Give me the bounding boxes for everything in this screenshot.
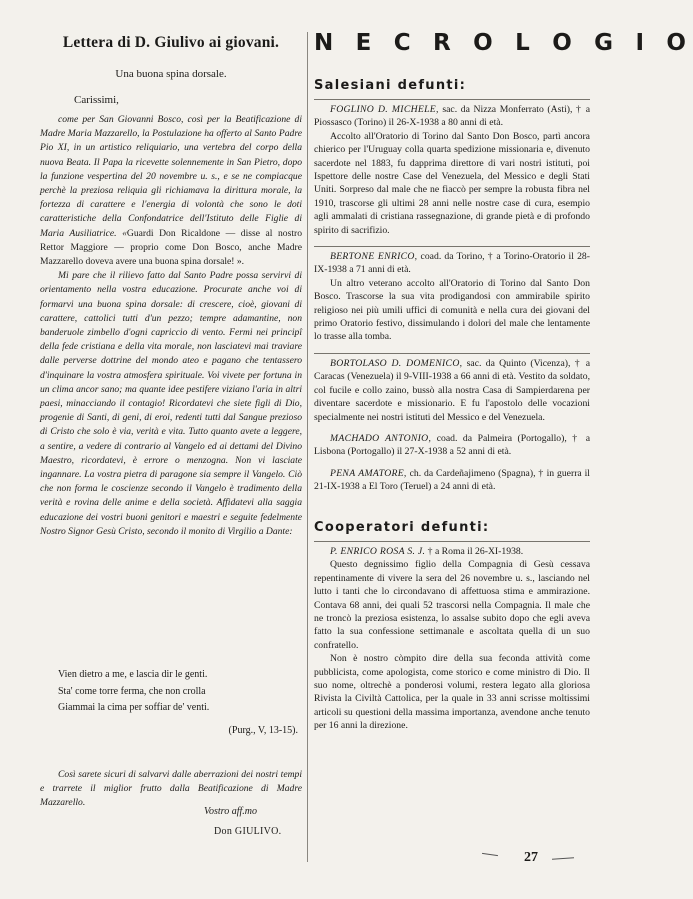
necrologio-title: N E C R O L O G I O — [314, 30, 693, 56]
page-number: 27 — [524, 850, 538, 865]
obituary-bio: Un altro veterano accolto all'Oratorio di Torino dal Santo Don Bosco. Trascorse la sua vita prodigandosi con ammirabile spirito religioso nei più umili uffici di comunità e nella cura dei giovani del primo Oratorio festivo, dissimulando i dolori del male che lentamente lo trasse alla tomba. — [314, 277, 590, 343]
letter-paragraph-2: Mi pare che il rilievo fatto dal Santo Padre possa servirvi di orientamento nella vostra educazione. Procurate anche voi di formarvi una buona spina dorsale: di crescere, cioè, giovani di carattere, cattolici tutti d'un pezzo; tempre adamantine, non banderuole zimbello d'ogni capriccio di vento. Fermi nei principî della fede cristiana e della vita morale, non lasciatevi mai traviare dalle perverse dottrine del mondo ateo e pagano che tentassero d'inquinare la vostra atmosfera spirituale. Voi vivete per fortuna in un clima ancor sano; ma quante idee pestifere viziano l'aria in altri paesi, minacciando il contagio! Ricordatevi che siete figli di Dio, progenie di Santi, di geni, di eroi, redenti tutti dal Sangue prezioso di Cristo che solo è via, verità e vita. Tutto quanto avete a leggere, a sentire, a vedere di contrario al Vangelo ed ai dettami del Divino Maestro, ricordatevi, è errore o menzogna. Non vi lasciate ingannare. La vostra pietra di paragone sia sempre il Vangelo. Ciò che non forma le coscienze secondo il Vangelo è tradimento della verità e rovina delle anime e della società. Affidatevi alla saggia educazione dei vostri buoni genitori e maestri e seguite fedelmente Nostro Signor Gesù Cristo, secondo il monito di Virgilio a Dante: — [40, 270, 302, 537]
letter-closing: Così sarete sicuri di salvarvi dalle aberrazioni dei nostri tempi e trarrete il miglior frutto dalla Beatificazione di Madre Mazzarello. — [40, 769, 302, 809]
page-ornament — [552, 857, 574, 860]
page-ornament — [482, 853, 498, 856]
obituary-bio: Non è nostro còmpito dire della sua feconda attività come pubblicista, come apologista, come storico e come ministro di Dio. Il suo nome, oltrechè a ponderosi volumi, restera legato alla gloriosa Rivista la Civiltà Cattolica, per la quale in 33 anni scrisse moltissimi articoli su questioni della massima importanza, avendone anche tenuto per 16 anni la direzione. — [314, 653, 590, 732]
obituary-entry: PENA AMATORE, ch. da Cardeñajimeno (Spagna), † in guerra il 21-IX-1938 a El Toro (Teruel) a 24 anni di età. — [314, 468, 590, 493]
obituary-entry: MACHADO ANTONIO, coad. da Palmeira (Portogallo), † a Lisbona (Portogallo) il 27-X-1938 a 52 anni di età. — [314, 433, 591, 458]
obituary-bio: Accolto all'Oratorio di Torino dal Santo Don Bosco, partì ancora chierico per l'Uruguay colla quarta spedizione missionaria e, divenuto sacerdote nel 1883, fu dapprima direttore di vari nostri istituti, poi Ispettore delle nostre Case del Venezuela, del Messico e degli Stati Uniti. Sorpreso dal male che ne fiaccò per sempre la robusta fibra nel 1910, trascorse gli ultimi 28 anni nelle nostre case di cura, esempio agli ammalati di cristiana rassegnazione, di grande pietà e di profondo spirito di sacrifizio. — [314, 130, 590, 236]
letter-title: Lettera di D. Giulivo ai giovani. — [62, 34, 280, 51]
letter-signature: Don GIULIVO. — [214, 826, 282, 837]
letter-body — [40, 113, 302, 539]
obituary-bio: Questo degnissimo figlio della Compagnia di Gesù cessava repentinamente di vivere la sera del 26 novembre u. s., lasciando nel lutto i tanti che lo circondavano di affettuosa stima e ammirazione. Contava 68 anni, dei quali 52 trascorsi nella Compagnia. Il male che ne troncò la preziosa esistenza, lo assalse subito dopo che egli aveva fatto la sua confessione settimanale e ascoltata quella di un suo confratello. — [314, 559, 590, 651]
obituary-name: MACHADO ANTONIO, — [330, 433, 432, 444]
obituary-entry: BERTONE ENRICO, coad. da Torino, † a Torino-Oratorio il 28-IX-1938 a 71 anni di età. Un altro veterano accolto all'Oratorio di Torino dal Santo Don Bosco. Trascorse la sua vita prodigandosi con ammirabile spirito religioso nei più umili uffici di comunità e nella cura dei giovani del primo Oratorio festivo, dissimulando i dolori del male che lentamente lo trasse alla tomba. — [314, 251, 590, 343]
poem-line-1: Vien dietro a me, e lascia dir le genti. — [58, 669, 208, 680]
entry-rule — [314, 246, 590, 247]
letter-quote-inline: Guardi Don Ricaldone — disse al nostro Rettor Maggiore — proprio come Don Bosco, anche Madre Mazzarello doveva avere una buona spina dorsale! ». — [40, 227, 302, 268]
column-divider — [307, 32, 308, 862]
obituary-name: FOGLINO D. MICHELE, — [330, 104, 439, 115]
poem-line-3: Giammai la cima per soffiar de' venti. — [58, 702, 210, 713]
letter-paragraph-1: come per San Giovanni Bosco, così per la Beatificazione di Madre Maria Mazzarello, la Postulazione ha offerto al Santo Padre Pio XI, in un artistico reliquiario, una vertebra del corpo della nuova Beata. Il Papa la ricevette solennemente in San Pietro, dopo la funzione vespertina del 20 novembre u. s., e se ne compiacque perchè la preziosa reliquia gli richiamava la dirittura morale, la fortezza di carattere e l'energia di volontà che sono le doti caratteristiche della Confondatrice dell'Istituto delle Figlie di Maria Ausiliatrice. «Guardi Don Ricaldone — disse al nostro Rettor Maggiore — proprio come Don Bosco, anche Madre Mazzarello doveva avere una buona spina dorsale! ». — [40, 114, 302, 268]
obituary-entry: P. ENRICO ROSA S. J. † a Roma il 26-XI-1938. Questo degnissimo figlio della Compagnia di Gesù cessava repentinamente di vivere la sera del 26 novembre u. s., lasciando nel lutto i tanti che lo circondavano di affettuosa stima e ammirazione. Contava 68 anni, dei quali 52 trascorsi nella Compagnia. Il male che ne troncò la preziosa esistenza, lo assalse subito dopo che egli aveva fatto la sua confessione settimanale e ascoltata quella di un suo confratello. Non è nostro còmpito dire della sua feconda attività come pubblicista, come apologista, come storico e come ministro di Dio. Il suo nome, oltrechè a ponderosi volumi, restera legato alla gloriosa Rivista la Civiltà Cattolica, per la quale in 33 anni scrisse moltissimi articoli su questioni della massima importanza, avendone anche tenuto per 16 anni la direzione. — [314, 546, 590, 732]
entry-rule — [314, 353, 590, 354]
section-rule — [314, 99, 590, 100]
letter-salutation: Carissimi, — [74, 94, 119, 106]
letter-subtitle: Una buona spina dorsale. — [115, 68, 227, 80]
obituary-name: P. ENRICO ROSA S. J. — [330, 546, 426, 557]
obituary-name: BERTONE ENRICO, — [330, 251, 418, 262]
obituary-name: PENA AMATORE, — [330, 468, 407, 479]
salesiani-title: Salesiani defunti: — [314, 78, 467, 93]
cooperatori-title: Cooperatori defunti: — [314, 520, 490, 535]
letter-signoff: Vostro aff.mo — [204, 806, 257, 817]
obituary-entry: BORTOLASO D. DOMENICO, sac. da Quinto (Vicenza), † a Caracas (Venezuela) il 9-VIII-1938 a 66 anni di età. Vestito da soldato, col fucile e collo zaino, bussò alla nostra Casa di Sampierdarena per diventare sacerdote e missionario. E fu l'apostolo delle vocazioni specialmente nei nostri istituti del Messico e del Venezuela. — [314, 358, 590, 423]
poem-citation: (Purg., V, 13-15). — [228, 724, 298, 736]
obituary-entry: FOGLINO D. MICHELE, sac. da Nizza Monferrato (Asti), † a Piossasco (Torino) il 26-X-1938 a 80 anni di età. Accolto all'Oratorio di Torino dal Santo Don Bosco, partì ancora chierico per l'Uruguay colla quarta spedizione missionaria e, divenuto sacerdote nel 1883, fu dapprima direttore di vari nostri istituti, poi Ispettore delle nostre Case del Venezuela, del Messico e degli Stati Uniti. Sorpreso dal male che ne fiaccò per sempre la robusta fibra nel 1910, trascorse gli ultimi 28 anni nelle nostre case di cura, esempio agli ammalati di cristiana rassegnazione, di grande pietà e di profondo spirito di sacrifizio. — [314, 104, 591, 236]
obituary-name: BORTOLASO D. DOMENICO, — [330, 358, 463, 369]
poem-line-2: Sta' come torre ferma, che non crolla — [58, 685, 206, 697]
section-rule — [314, 541, 590, 542]
poem-quote — [58, 667, 298, 739]
